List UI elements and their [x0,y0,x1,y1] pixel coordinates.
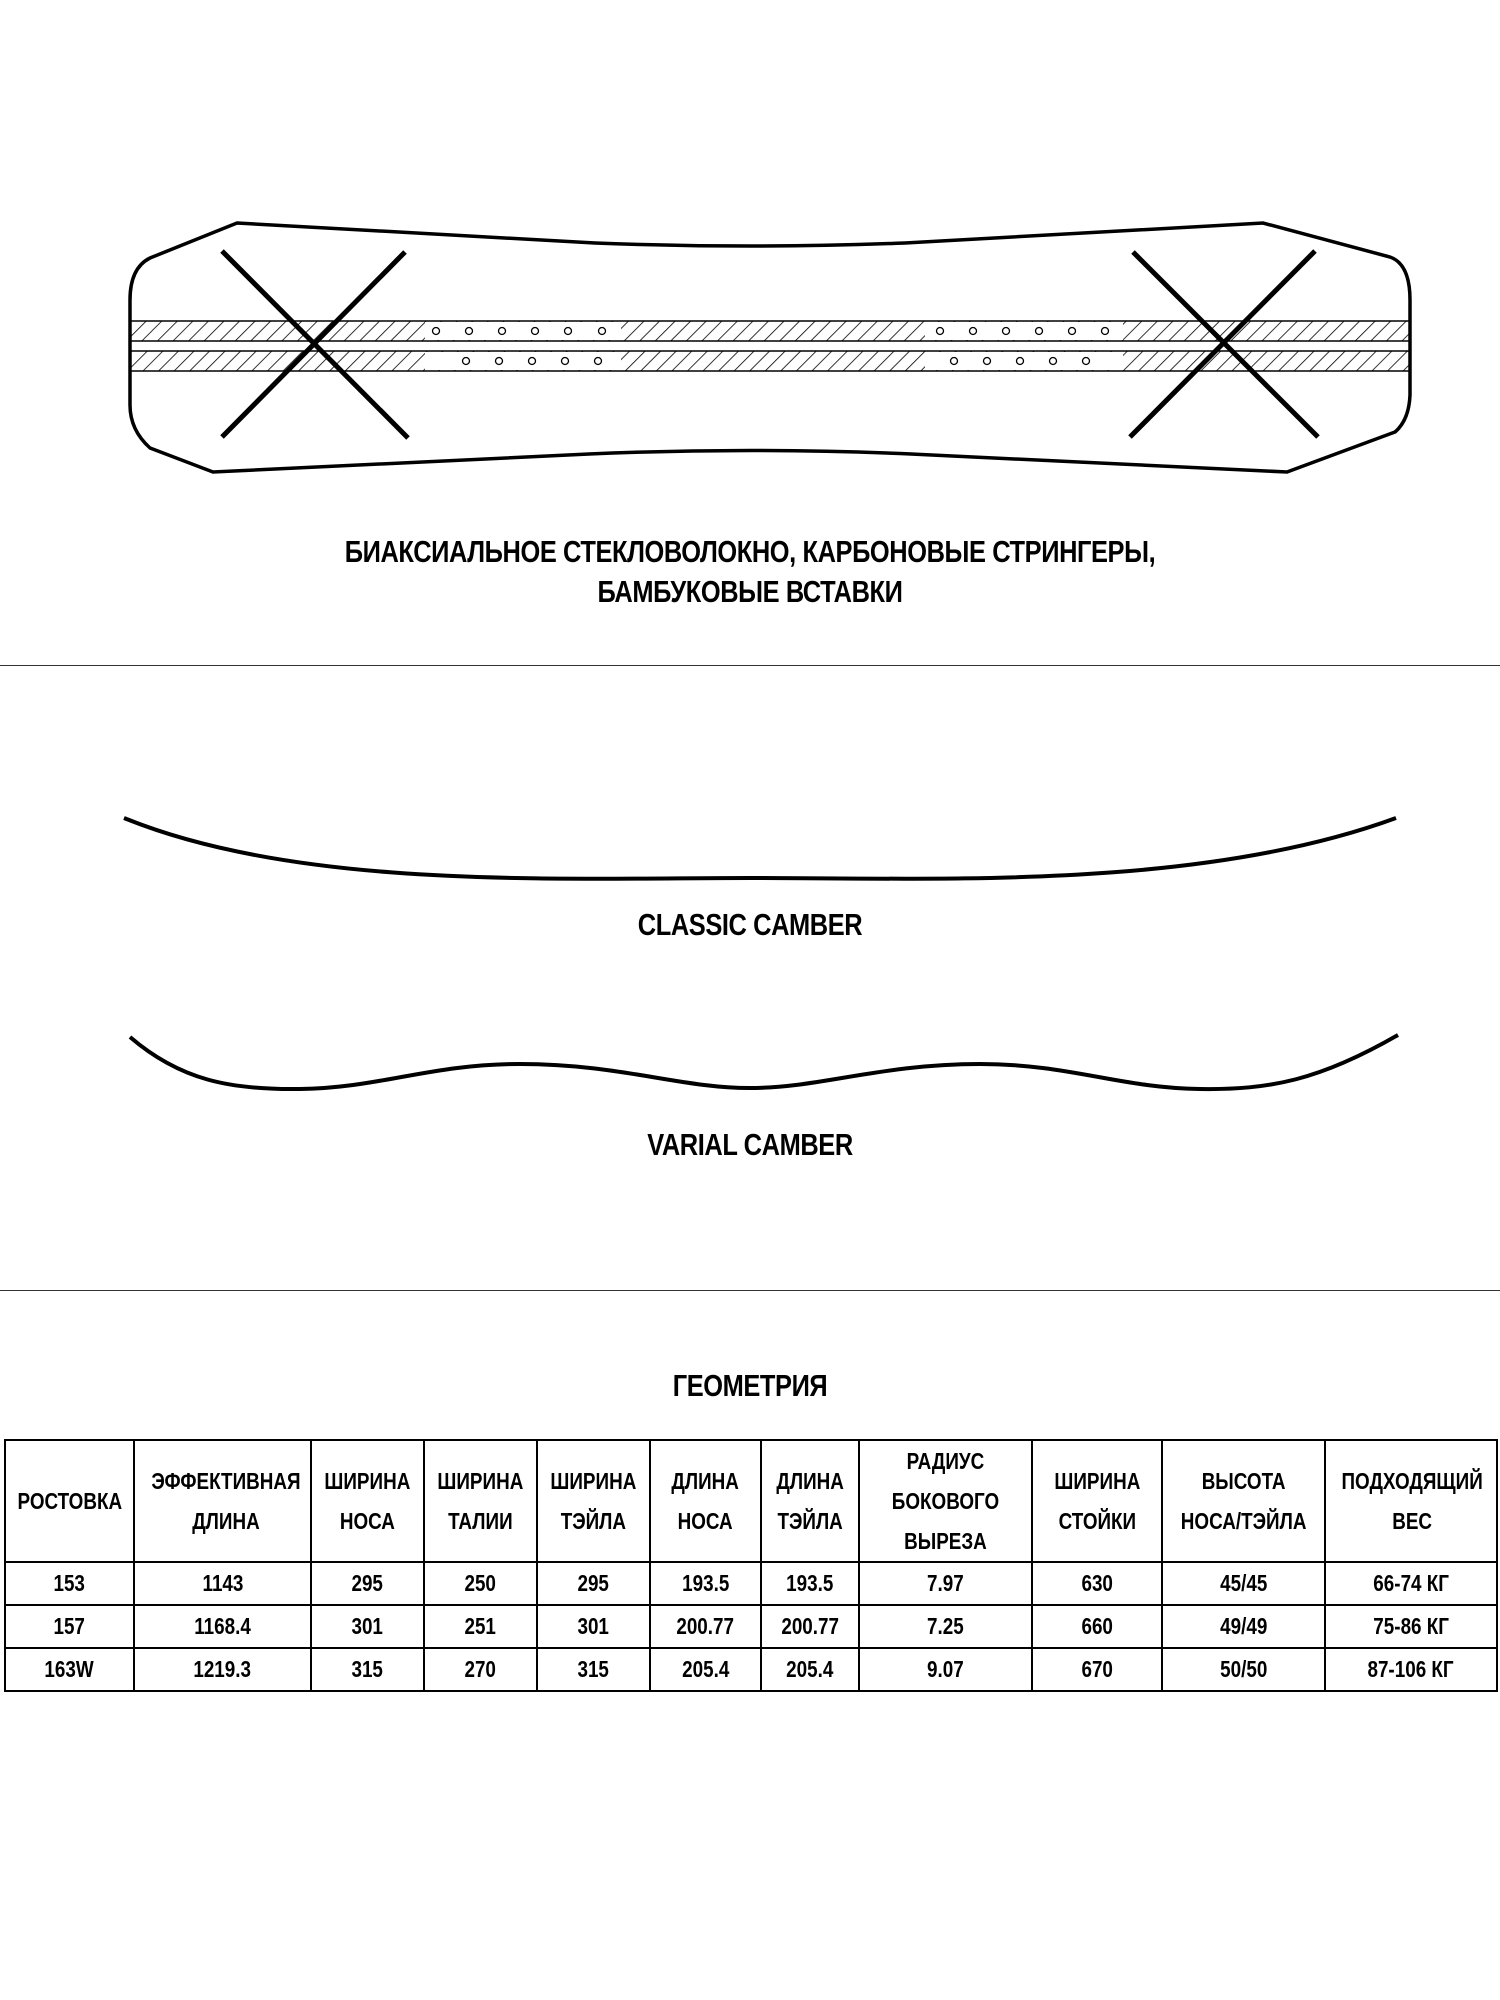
table-row [5,1562,1497,1605]
section-divider [0,1290,1500,1291]
table-cell: 200.77 [650,1605,761,1648]
column-header: ШИРИНА НОСА [311,1440,424,1562]
table-cell: 66-74 КГ [1325,1562,1497,1605]
column-header: ПОДХОДЯЩИЙ ВЕС [1325,1440,1497,1562]
table-header-row [5,1440,1497,1562]
table-cell: 295 [537,1562,650,1605]
classic-camber-profile [0,800,1500,900]
column-header: ШИРИНА ТЭЙЛА [537,1440,650,1562]
construction-caption: БИАКСИАЛЬНОЕ СТЕКЛОВОЛОКНО, КАРБОНОВЫЕ СТРИНГЕРЫ, БАМБУКОВЫЕ ВСТАВКИ [344,534,1156,609]
table-cell: 45/45 [1162,1562,1325,1605]
varial-camber-label: VARIAL CAMBER [647,1127,853,1162]
column-header: ШИРИНА ТАЛИИ [424,1440,537,1562]
bamboo-inserts [222,251,1318,438]
table-cell: 50/50 [1162,1648,1325,1691]
table-cell: 251 [424,1605,537,1648]
varial-camber-profile [0,1020,1500,1120]
table-cell: 205.4 [761,1648,859,1691]
table-row [5,1648,1497,1691]
column-header: ЭФФЕКТИВНАЯ ДЛИНА [134,1440,311,1562]
section-divider [0,665,1500,666]
table-cell: 163W [5,1648,134,1691]
column-header: ШИРИНА СТОЙКИ [1032,1440,1162,1562]
table-cell: 87-106 КГ [1325,1648,1497,1691]
table-cell: 1219.3 [134,1648,311,1691]
table-cell: 315 [311,1648,424,1691]
geometry-table [4,1439,1498,1692]
table-cell: 7.97 [859,1562,1032,1605]
classic-camber-label: CLASSIC CAMBER [637,907,863,942]
table-cell: 205.4 [650,1648,761,1691]
column-header: РОСТОВКА [5,1440,134,1562]
table-cell: 157 [5,1605,134,1648]
table-cell: 250 [424,1562,537,1605]
table-cell: 193.5 [650,1562,761,1605]
snowboard-construction-diagram [0,0,1500,520]
table-cell: 301 [311,1605,424,1648]
table-cell: 630 [1032,1562,1162,1605]
table-cell: 660 [1032,1605,1162,1648]
table-cell: 1168.4 [134,1605,311,1648]
table-cell: 670 [1032,1648,1162,1691]
table-cell: 153 [5,1562,134,1605]
geometry-title: ГЕОМЕТРИЯ [672,1368,828,1403]
table-cell: 301 [537,1605,650,1648]
column-header: ДЛИНА НОСА [650,1440,761,1562]
table-cell: 200.77 [761,1605,859,1648]
table-cell: 295 [311,1562,424,1605]
table-cell: 49/49 [1162,1605,1325,1648]
table-cell: 193.5 [761,1562,859,1605]
table-cell: 1143 [134,1562,311,1605]
column-header: ДЛИНА ТЭЙЛА [761,1440,859,1562]
table-cell: 315 [537,1648,650,1691]
table-row [5,1605,1497,1648]
table-cell: 9.07 [859,1648,1032,1691]
table-cell: 75-86 КГ [1325,1605,1497,1648]
table-cell: 270 [424,1648,537,1691]
table-cell: 7.25 [859,1605,1032,1648]
column-header: РАДИУС БОКОВОГО ВЫРЕЗА [859,1440,1032,1562]
column-header: ВЫСОТА НОСА/ТЭЙЛА [1162,1440,1325,1562]
